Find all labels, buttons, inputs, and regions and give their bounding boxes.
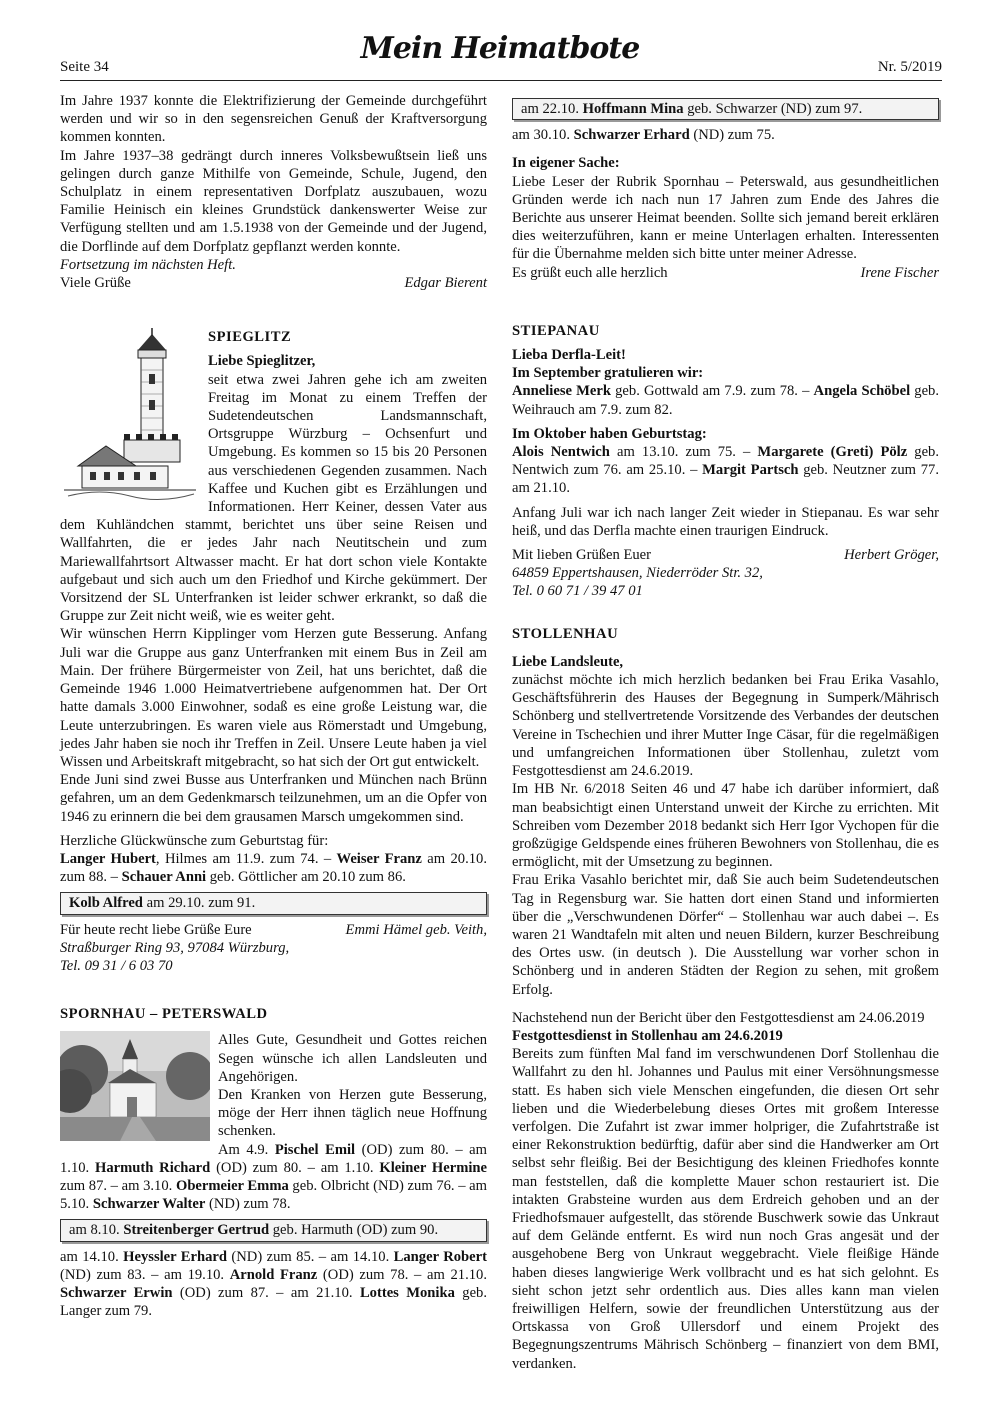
stollenhau-section [512, 625, 939, 1373]
intro-author: Edgar Bierent [404, 275, 487, 292]
birthday-name: Lottes Monika [359, 1284, 455, 1301]
festival-heading: Festgottesdienst in Stollenhau am 24.6.2019 [512, 1027, 783, 1044]
birthday-name: Obermeier Emma [175, 1177, 289, 1194]
birthday-name: Schwarzer Erwin [60, 1284, 173, 1301]
birthday-detail: (OD) zum 87. – am 21.10. [172, 1284, 360, 1301]
birthday-name: Weiser Franz [336, 850, 422, 867]
birthday-name: Langer Robert [393, 1248, 487, 1265]
signature-name: Emmi Hämel geb. Veith, [345, 921, 487, 938]
spieglitz-paragraph-1: seit etwa zwei Jahren gehe ich am zweiten Freitag im Monat zu einem Treffen der Sudetendeutschen Landsmannschaft, Ortsgruppe Würzburg – Ochsenfurt und Umgebung. Es kommen so 15 bis 20 Personen aus verschiedenen Gegenden zusammen. Nach Kaffee und Kuchen gibt es Erzählungen und Informationen. Herr Keiner, dessen Vater aus dem Kuhländchen stammt, berichtet uns über seine Reisen und Wallfahrten, die er jedes Jahr nach Neutitschein und zum Mariewallfahrtsort Altwasser macht. Er hat dort schon viele Kontakte aufgebaut und sich auch um den Friedhof und Kirche gekümmert. Der Vorsitzend der SL Unterfranken ist leider schwer erkrankt, so daß die Gruppe zur Zeit nicht weiß, wie es weiter geht. [60, 371, 487, 625]
birthday-name: Anneliese Merk [512, 383, 611, 400]
birthday-detail: (ND) zum 85. – am 14.10. [227, 1248, 394, 1265]
intro-greeting: Viele Grüße [60, 275, 131, 292]
birthday-detail: geb. Göttlicher am 20.10 zum 86. [206, 869, 406, 886]
stollenhau-paragraph-2: Im HB Nr. 6/2018 Seiten 46 und 47 habe ich darüber informiert, daß man beabsichtigt einen Unterstand unweit der Kirche zu errichten. Mit Schreiben vom Dezember 2018 bedankt sich Herr Igor Vychopen für die großzügige Geldspende eines früheren Bewohners von Stollenhau, die es ermöglicht, mit der Umsetzung zu beginnen. [512, 781, 939, 871]
birthday-detail: geb. Nentwich zum 76. am 25.10. – [512, 444, 939, 479]
stiepanau-title: STIEPANAU [512, 322, 600, 339]
birthday-detail: zum 87. – am 3.10. [60, 1177, 176, 1194]
birthday-name: Streitenberger Gertrud [123, 1222, 270, 1239]
birthday-detail: geb. Weihrauch am 7.9. zum 82. [512, 383, 939, 418]
highlight-birthday-box [60, 892, 487, 914]
own-matter-greeting: Es grüßt euch alle herzlich [512, 264, 668, 281]
birthday-detail: (OD) zum 78. – am 21.10. [317, 1266, 487, 1283]
stiepanau-paragraph: Anfang Juli war ich nach langer Zeit wieder in Stiepanau. Es war sehr heiß, und das Derfla machte einen traurigen Eindruck. [512, 504, 939, 539]
birthday-name: Margarete (Greti) Pölz [757, 444, 908, 461]
birthday-detail: am 13.10. zum 75. – [609, 444, 758, 461]
signature-address: Straßburger Ring 93, 97084 Würzburg, [60, 939, 290, 956]
birthday-name: Heyssler Erhard [123, 1248, 227, 1265]
spieglitz-section [60, 328, 487, 975]
birthday-detail: geb. Neutzner zum 77. am 21.10. [512, 462, 940, 497]
september-heading: Im September gratulieren wir: [512, 365, 704, 382]
intro-paragraph-2: Im Jahre 1937–38 gedrängt durch inneres Volksbewußtsein ließ uns gelingen durch ganze Mithilfe von Gemeinde, Schule, Jugend, den Schulplatz in einem representativen Dorfplatz auszubauen, wozu Familie Heinisch ein kleines Grundstück dankenswerter Weise zur Verfügung stellten und am 1.5.1938 von der Gemeinde und der Jugend, die Dorflinde auf dem Dorfplatz gepflanzt werden konnte. [60, 147, 487, 255]
september-list [512, 382, 939, 418]
birthday-detail: geb. Harmuth (OD) zum 90. [269, 1222, 439, 1239]
birthday-intro: Herzliche Glückwünsche zum Geburtstag für: [60, 832, 329, 849]
birthday-name: Arnold Franz [229, 1266, 318, 1283]
birthday-name: Langer Hubert [60, 850, 156, 867]
left-column [60, 92, 487, 1320]
birthday-name: Schwarzer Erhard [573, 127, 690, 144]
birthday-detail: (OD) zum 80. – am 1.10. [210, 1159, 380, 1176]
spornhau-birthday-list [60, 1141, 487, 1214]
birthday-name: Alois Nentwich [512, 444, 610, 461]
birthday-name: Harmuth Richard [95, 1159, 211, 1176]
stollenhau-title: STOLLENHAU [512, 625, 619, 642]
issue-number: Nr. 5/2019 [877, 59, 942, 75]
birthday-name: Schwarzer Walter [92, 1196, 206, 1213]
birthday-name: Pischel Emil [274, 1141, 356, 1158]
birthday-detail: am 29.10. zum 91. [142, 895, 256, 912]
birthday-name: Kolb Alfred [69, 895, 143, 912]
spornhau-birthday-list-2 [60, 1248, 487, 1321]
signature-phone: Tel. 09 31 / 6 03 70 [60, 957, 173, 974]
birthday-detail: geb. Olbricht (ND) zum 76. – am 5.10. [60, 1177, 488, 1213]
continued-note: Fortsetzung im nächsten Heft. [60, 256, 236, 273]
stiepanau-signature [512, 546, 939, 564]
own-matter-author: Irene Fischer [860, 264, 939, 281]
birthday-detail: am 20.10. zum 88. – [60, 850, 487, 886]
birthday-detail: geb. Schwarzer (ND) zum 97. [683, 101, 863, 117]
signature-name: Herbert Gröger, [844, 547, 939, 564]
own-matter-paragraph: Liebe Leser der Rubrik Spornhau – Peterswald, aus gesundheitlichen Gründen werde ich nach nun 17 Jahren zum Ende des Jahres die Berichte aus unserer Heimat beenden. Sollte sich jemand bereit erklären dies weiterzuführen, kann er meine Unterlagen erhalten. Interessenten für die Übernahme melden sich bitte unter meiner Adresse. [512, 173, 939, 263]
birthday-detail: am 8.10. [69, 1222, 124, 1239]
birthday-name: Margit Partsch [702, 462, 799, 479]
page-number: Seite 34 [60, 59, 109, 75]
stollenhau-paragraph-5: Bereits zum fünften Mal fand im verschwundenen Dorf Stollenhau die Wallfahrt zu den hl. Johannes und Paulus mit einer Versöhnungsmesse statt. Es haben sich viele Menschen eingefunden, die diesen Ort sehr lieben und die Wiederbelebung dieses Ortes mit großem Interesse verfolgen. Die Zufahrt ist zwar immer holpriger, die Zufahrtstraße ist einer Rekonstruktion bedürftig, dafür aber sind die Handwerker am Ort selbst sehr fleißig. Bei der Besichtigung des kleinen Friedhofes konnte man feststellen, daß die komplette Mauer schon restauriert ist. Die intakten Grabsteine wurden aus dem Erdreich gehoben und an der Friedhofsmauer aufgestellt, das störende Buschwerk sowie das Unkraut auf dem Gelände entfernt. Es wird nun noch Gras angesät und der ausgehobene Berg von Unkraut weggebracht. Viele fleißige Hände haben dieses langwierige Werk vollbracht und es hat sich gelohnt. Es sieht schon jetzt sehr ordentlich aus. Dies alles kann man vielen freiwilligen Helfern, sowie der freundlichen Unterstützung aus der Ortskassa von Groß Ullersdorf und einem Projekt des Begegnungszentrums Mährisch Schönberg – finanziert von dem BMI, verdanken. [512, 1046, 939, 1372]
spieglitz-salutation: Liebe Spieglitzer, [208, 353, 316, 370]
stollenhau-paragraph-3: Frau Erika Vasahlo berichtet mir, daß Sie auch beim Sudetendeutschen Tag in Regensburg war. Sie hatten dort einen Stand und informierten über die „Verschwundenen Dörfer“ – Stollenhau war auch dabei –. Es waren 21 Wandtafeln mit alten und neuen Bildern, kurzer Beschreibung des Ortes usw. (in deutsch ). Die Ausstellung war vorher schon in Schönberg und in anderen Städten der Region zu sehen, mit großem Erfolg. [512, 872, 939, 998]
stiepanau-closing: Mit lieben Grüßen Euer [512, 547, 652, 564]
birthday-detail: am 14.10. [60, 1248, 124, 1265]
birthday-name: Schauer Anni [121, 869, 207, 886]
birthday-detail: geb. Langer zum 79. [60, 1284, 487, 1320]
right-column [512, 92, 939, 1373]
birthday-detail: (ND) zum 75. [689, 127, 775, 144]
stiepanau-section [512, 322, 939, 601]
stiepanau-salutation: Lieba Derfla-Leit! [512, 347, 626, 364]
intro-signature [60, 274, 487, 292]
own-matter-signature [512, 264, 939, 282]
birthday-name: Kleiner Hermine [379, 1159, 487, 1176]
birthday-detail: am 22.10. [521, 101, 583, 117]
birthday-detail: am 30.10. [512, 127, 574, 144]
spieglitz-paragraph-3: Ende Juni sind zwei Busse aus Unterfranken und München nach Brünn gefahren, um an dem Gedenkmarsch teilzunehmen, um an die Opfer von 1946 zu erinnern die bei dem grausamen Marsch umgekommen sind. [60, 772, 487, 825]
spornhau-paragraph-1: Alles Gute, Gesundheit und Gottes reichen Segen wünsche ich allen Landsleuten und Angehörigen. [218, 1032, 487, 1085]
stollenhau-paragraph-1: zunächst möchte ich mich herzlich bedanken bei Frau Erika Vasahlo, Geschäftsführerin des Hauses der Begegnung in Sumperk/Mährisch Schönberg und stellvertretende Vorsitzende des Verbandes der deutschen Vereine in Tschechien und ihrer Mutter Inge Cäsar, für die regelmäßigen und umfangreichen Informationen über Stollenhau, zuletzt vom Festgottesdienst am 24.6.2019. [512, 672, 939, 780]
stollenhau-paragraph-4: Nachstehend nun der Bericht über den Festgottesdienst am 24.06.2019 [512, 1009, 925, 1026]
spieglitz-title: SPIEGLITZ [208, 329, 292, 346]
signature-address: 64859 Eppertshausen, Niederröder Str. 32, [512, 565, 763, 582]
birthday-line [512, 126, 939, 144]
highlight-birthday-box [60, 1219, 487, 1241]
birthday-detail: Am 4.9. [218, 1141, 275, 1158]
spornhau-title: SPORNHAU – PETERSWALD [60, 1006, 268, 1023]
birthday-name: Hoffmann Mina [582, 101, 684, 117]
birthday-list [60, 850, 487, 886]
birthday-detail: (OD) zum 80. – am 1.10. [60, 1141, 487, 1176]
stollenhau-salutation: Liebe Landsleute, [512, 653, 624, 670]
signature-phone: Tel. 0 60 71 / 39 47 01 [512, 583, 643, 600]
birthday-detail: geb. Gottwald am 7.9. zum 78. – [610, 383, 814, 400]
spornhau-section [60, 1005, 487, 1320]
spornhau-paragraph-2: Den Kranken von Herzen gute Besserung, möge der Herr ihnen täglich neue Hoffnung schenken. [218, 1086, 487, 1140]
spieglitz-closing: Für heute recht liebe Grüße Eure [60, 921, 252, 938]
highlight-birthday-box [512, 98, 939, 120]
birthday-detail: (ND) zum 78. [205, 1196, 291, 1213]
masthead-logo: Mein Heimatbote [360, 31, 640, 66]
spieglitz-signature [60, 921, 487, 939]
birthday-name: Angela Schöbel [813, 383, 911, 400]
birthday-detail: (ND) zum 83. – am 19.10. [60, 1266, 230, 1283]
own-matter-heading: In eigener Sache: [512, 155, 620, 172]
intro-paragraph-1: Im Jahre 1937 konnte die Elektrifizierung der Gemeinde durchgeführt werden und wir so in den segensreichen Genuß der Kraftversorgung kommen konnten. [60, 93, 487, 146]
october-list [512, 443, 939, 498]
birthday-detail: , Hilmes am 11.9. zum 74. – [155, 850, 337, 867]
chapel-photo [60, 1031, 210, 1141]
tower-illustration [60, 328, 200, 506]
spieglitz-paragraph-2: Wir wünschen Herrn Kipplinger vom Herzen gute Besserung. Anfang Juli war die Gruppe aus ganz Unterfranken mit einem Bus in Zeil am Main. Der frühere Bürgermeister von Zeil, hat uns berichtet, daß die Gemeinde 1946 1.000 Heimatvertriebene aufgenommen hat. Der Ort hatte damals 3.000 Einwohner, sodaß es eine große Leistung war, die Leute unterzubringen. Es waren viele aus Römerstadt und Umgebung, jedes Jahr haben sie noch ihr Treffen in Zeil. Unsere Leute haben ja viel Wissen und Arbeitskraft mitgebracht, so hat sich der Ort gut entwickelt. [60, 626, 487, 770]
header-rule [60, 80, 942, 81]
october-heading: Im Oktober haben Geburtstag: [512, 425, 707, 442]
